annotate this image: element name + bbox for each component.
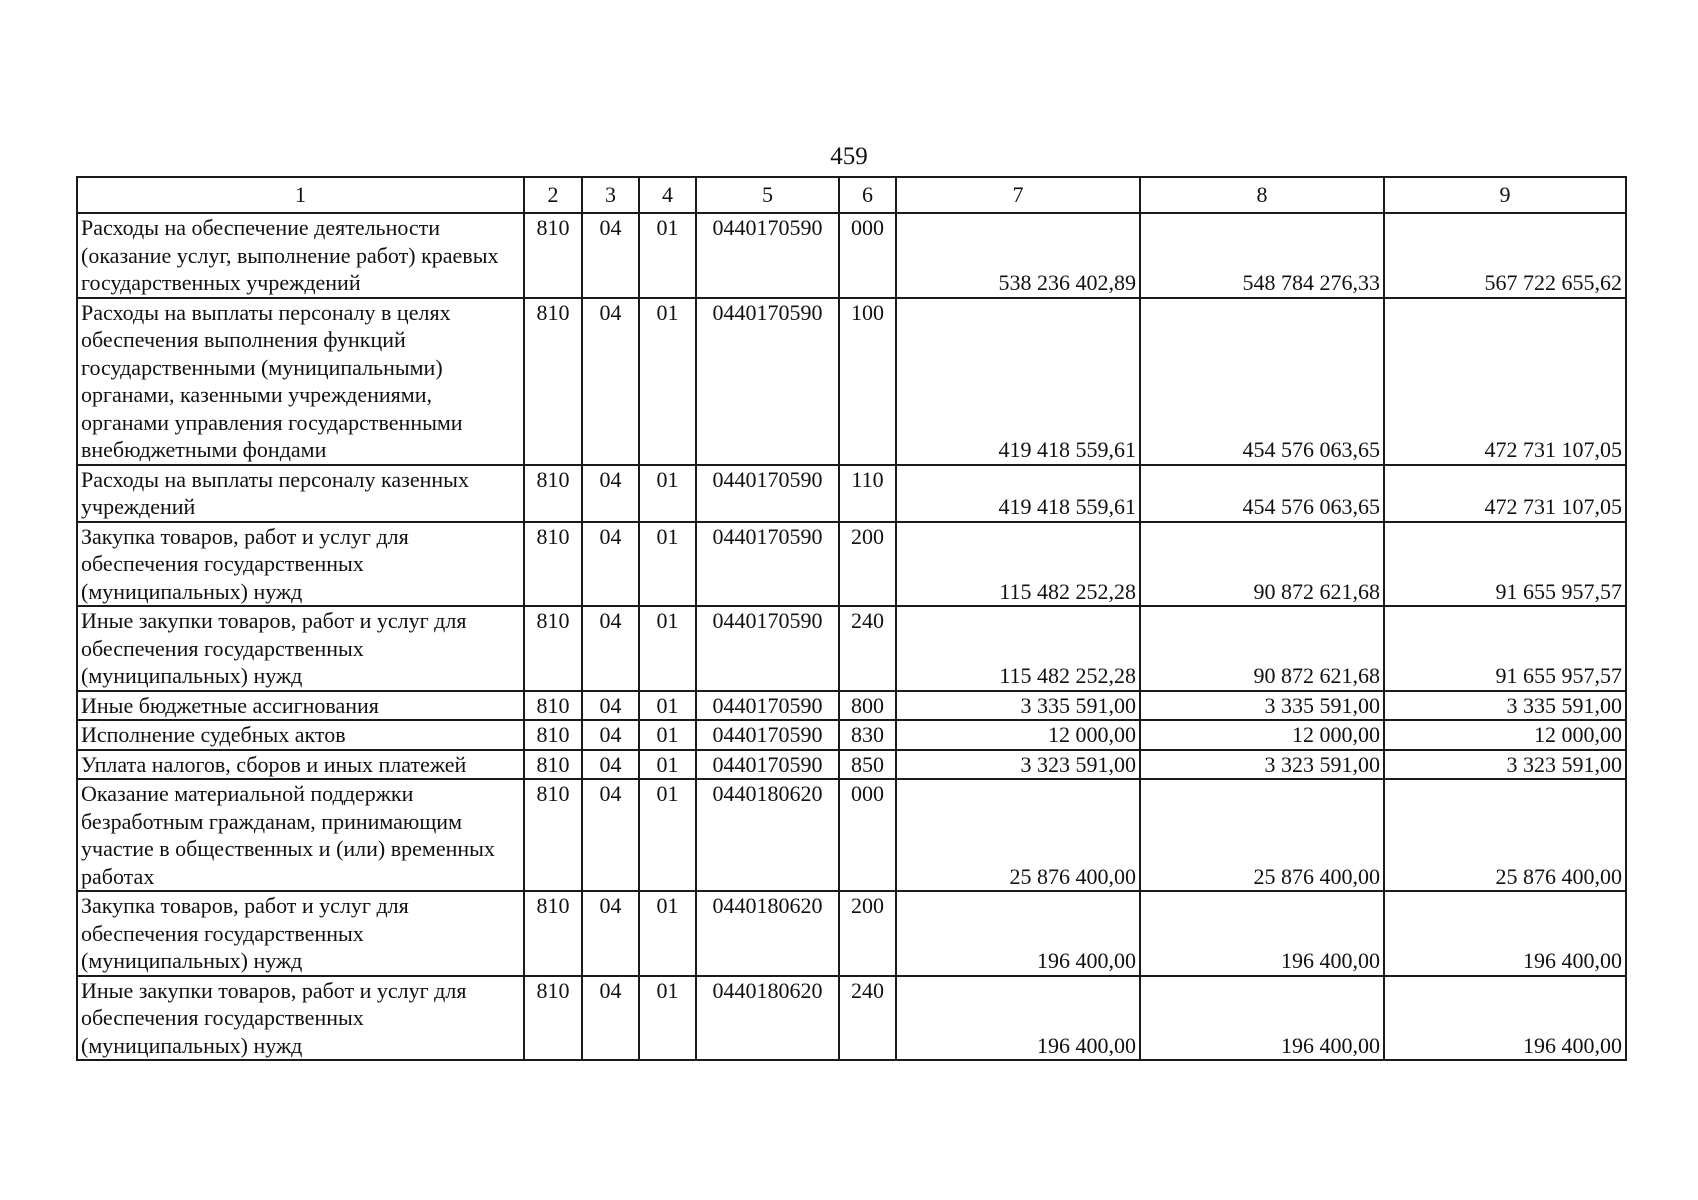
ministry-code: 810 <box>524 750 582 780</box>
expense-name: Уплата налогов, сборов и иных платежей <box>77 750 524 780</box>
subsection-code: 01 <box>639 213 696 298</box>
section-code: 04 <box>582 298 639 465</box>
expense-name: Исполнение судебных актов <box>77 720 524 750</box>
section-code: 04 <box>582 779 639 891</box>
column-header: 8 <box>1140 177 1384 213</box>
column-header: 5 <box>696 177 839 213</box>
amount-col8: 3 335 591,00 <box>1140 691 1384 721</box>
subsection-code: 01 <box>639 522 696 607</box>
ministry-code: 810 <box>524 691 582 721</box>
subsection-code: 01 <box>639 750 696 780</box>
ministry-code: 810 <box>524 976 582 1061</box>
subsection-code: 01 <box>639 779 696 891</box>
ministry-code: 810 <box>524 298 582 465</box>
target-article-code: 0440180620 <box>696 779 839 891</box>
column-header: 7 <box>896 177 1140 213</box>
expense-name: Расходы на выплаты персоналу казенных учреждений <box>77 465 524 522</box>
section-code: 04 <box>582 976 639 1061</box>
section-code: 04 <box>582 750 639 780</box>
header-row <box>77 177 1626 213</box>
expense-type-code: 100 <box>839 298 896 465</box>
amount-col8: 3 323 591,00 <box>1140 750 1384 780</box>
amount-col7: 3 335 591,00 <box>896 691 1140 721</box>
ministry-code: 810 <box>524 213 582 298</box>
amount-col8: 196 400,00 <box>1140 891 1384 976</box>
column-header: 2 <box>524 177 582 213</box>
column-header: 1 <box>77 177 524 213</box>
expense-name: Закупка товаров, работ и услуг для обеспечения государственных (муниципальных) нужд <box>77 891 524 976</box>
amount-col9: 196 400,00 <box>1384 976 1626 1061</box>
expense-name: Иные закупки товаров, работ и услуг для обеспечения государственных (муниципальных) нужд <box>77 976 524 1061</box>
expense-type-code: 800 <box>839 691 896 721</box>
amount-col7: 538 236 402,89 <box>896 213 1140 298</box>
target-article-code: 0440170590 <box>696 298 839 465</box>
subsection-code: 01 <box>639 606 696 691</box>
section-code: 04 <box>582 691 639 721</box>
expense-type-code: 000 <box>839 779 896 891</box>
column-header: 3 <box>582 177 639 213</box>
target-article-code: 0440170590 <box>696 691 839 721</box>
subsection-code: 01 <box>639 720 696 750</box>
amount-col7: 3 323 591,00 <box>896 750 1140 780</box>
amount-col9: 196 400,00 <box>1384 891 1626 976</box>
section-code: 04 <box>582 213 639 298</box>
subsection-code: 01 <box>639 465 696 522</box>
table-row <box>77 976 1626 1061</box>
expense-name: Иные закупки товаров, работ и услуг для обеспечения государственных (муниципальных) нужд <box>77 606 524 691</box>
ministry-code: 810 <box>524 606 582 691</box>
table-row <box>77 606 1626 691</box>
target-article-code: 0440180620 <box>696 891 839 976</box>
target-article-code: 0440170590 <box>696 522 839 607</box>
amount-col7: 25 876 400,00 <box>896 779 1140 891</box>
expense-type-code: 240 <box>839 976 896 1061</box>
expense-name: Иные бюджетные ассигнования <box>77 691 524 721</box>
amount-col9: 3 323 591,00 <box>1384 750 1626 780</box>
ministry-code: 810 <box>524 465 582 522</box>
amount-col9: 472 731 107,05 <box>1384 298 1626 465</box>
expense-name: Расходы на обеспечение деятельности (оказание услуг, выполнение работ) краевых государственных учреждений <box>77 213 524 298</box>
amount-col8: 548 784 276,33 <box>1140 213 1384 298</box>
amount-col9: 91 655 957,57 <box>1384 606 1626 691</box>
column-header: 6 <box>839 177 896 213</box>
ministry-code: 810 <box>524 522 582 607</box>
amount-col7: 115 482 252,28 <box>896 606 1140 691</box>
table-row <box>77 298 1626 465</box>
expense-type-code: 240 <box>839 606 896 691</box>
section-code: 04 <box>582 522 639 607</box>
amount-col7: 115 482 252,28 <box>896 522 1140 607</box>
expense-type-code: 850 <box>839 750 896 780</box>
amount-col7: 196 400,00 <box>896 891 1140 976</box>
expense-name: Расходы на выплаты персоналу в целях обеспечения выполнения функций государственными (муниципальными) органами, казенными учреждениями, органами управления государственными внебюджетными фондами <box>77 298 524 465</box>
expense-name: Закупка товаров, работ и услуг для обеспечения государственных (муниципальных) нужд <box>77 522 524 607</box>
expense-type-code: 110 <box>839 465 896 522</box>
amount-col9: 567 722 655,62 <box>1384 213 1626 298</box>
ministry-code: 810 <box>524 720 582 750</box>
target-article-code: 0440170590 <box>696 750 839 780</box>
table-row <box>77 691 1626 721</box>
ministry-code: 810 <box>524 779 582 891</box>
amount-col8: 90 872 621,68 <box>1140 606 1384 691</box>
amount-col9: 12 000,00 <box>1384 720 1626 750</box>
amount-col8: 454 576 063,65 <box>1140 465 1384 522</box>
amount-col8: 12 000,00 <box>1140 720 1384 750</box>
target-article-code: 0440170590 <box>696 606 839 691</box>
table-row <box>77 891 1626 976</box>
amount-col8: 196 400,00 <box>1140 976 1384 1061</box>
subsection-code: 01 <box>639 976 696 1061</box>
amount-col8: 90 872 621,68 <box>1140 522 1384 607</box>
table-row <box>77 465 1626 522</box>
target-article-code: 0440170590 <box>696 213 839 298</box>
target-article-code: 0440170590 <box>696 465 839 522</box>
amount-col9: 91 655 957,57 <box>1384 522 1626 607</box>
expense-name: Оказание материальной поддержки безработным гражданам, принимающим участие в общественных и (или) временных работах <box>77 779 524 891</box>
subsection-code: 01 <box>639 891 696 976</box>
expense-type-code: 200 <box>839 522 896 607</box>
amount-col8: 454 576 063,65 <box>1140 298 1384 465</box>
ministry-code: 810 <box>524 891 582 976</box>
budget-table <box>76 176 1627 1061</box>
table-row <box>77 720 1626 750</box>
amount-col8: 25 876 400,00 <box>1140 779 1384 891</box>
table-row <box>77 522 1626 607</box>
expense-type-code: 830 <box>839 720 896 750</box>
amount-col9: 3 335 591,00 <box>1384 691 1626 721</box>
amount-col9: 472 731 107,05 <box>1384 465 1626 522</box>
table-row <box>77 750 1626 780</box>
target-article-code: 0440170590 <box>696 720 839 750</box>
section-code: 04 <box>582 891 639 976</box>
amount-col7: 196 400,00 <box>896 976 1140 1061</box>
subsection-code: 01 <box>639 298 696 465</box>
target-article-code: 0440180620 <box>696 976 839 1061</box>
amount-col7: 419 418 559,61 <box>896 465 1140 522</box>
column-header: 9 <box>1384 177 1626 213</box>
column-header: 4 <box>639 177 696 213</box>
page-number: 459 <box>830 143 868 170</box>
subsection-code: 01 <box>639 691 696 721</box>
table-row <box>77 213 1626 298</box>
section-code: 04 <box>582 720 639 750</box>
amount-col7: 12 000,00 <box>896 720 1140 750</box>
section-code: 04 <box>582 465 639 522</box>
table-row <box>77 779 1626 891</box>
amount-col7: 419 418 559,61 <box>896 298 1140 465</box>
expense-type-code: 200 <box>839 891 896 976</box>
section-code: 04 <box>582 606 639 691</box>
amount-col9: 25 876 400,00 <box>1384 779 1626 891</box>
expense-type-code: 000 <box>839 213 896 298</box>
